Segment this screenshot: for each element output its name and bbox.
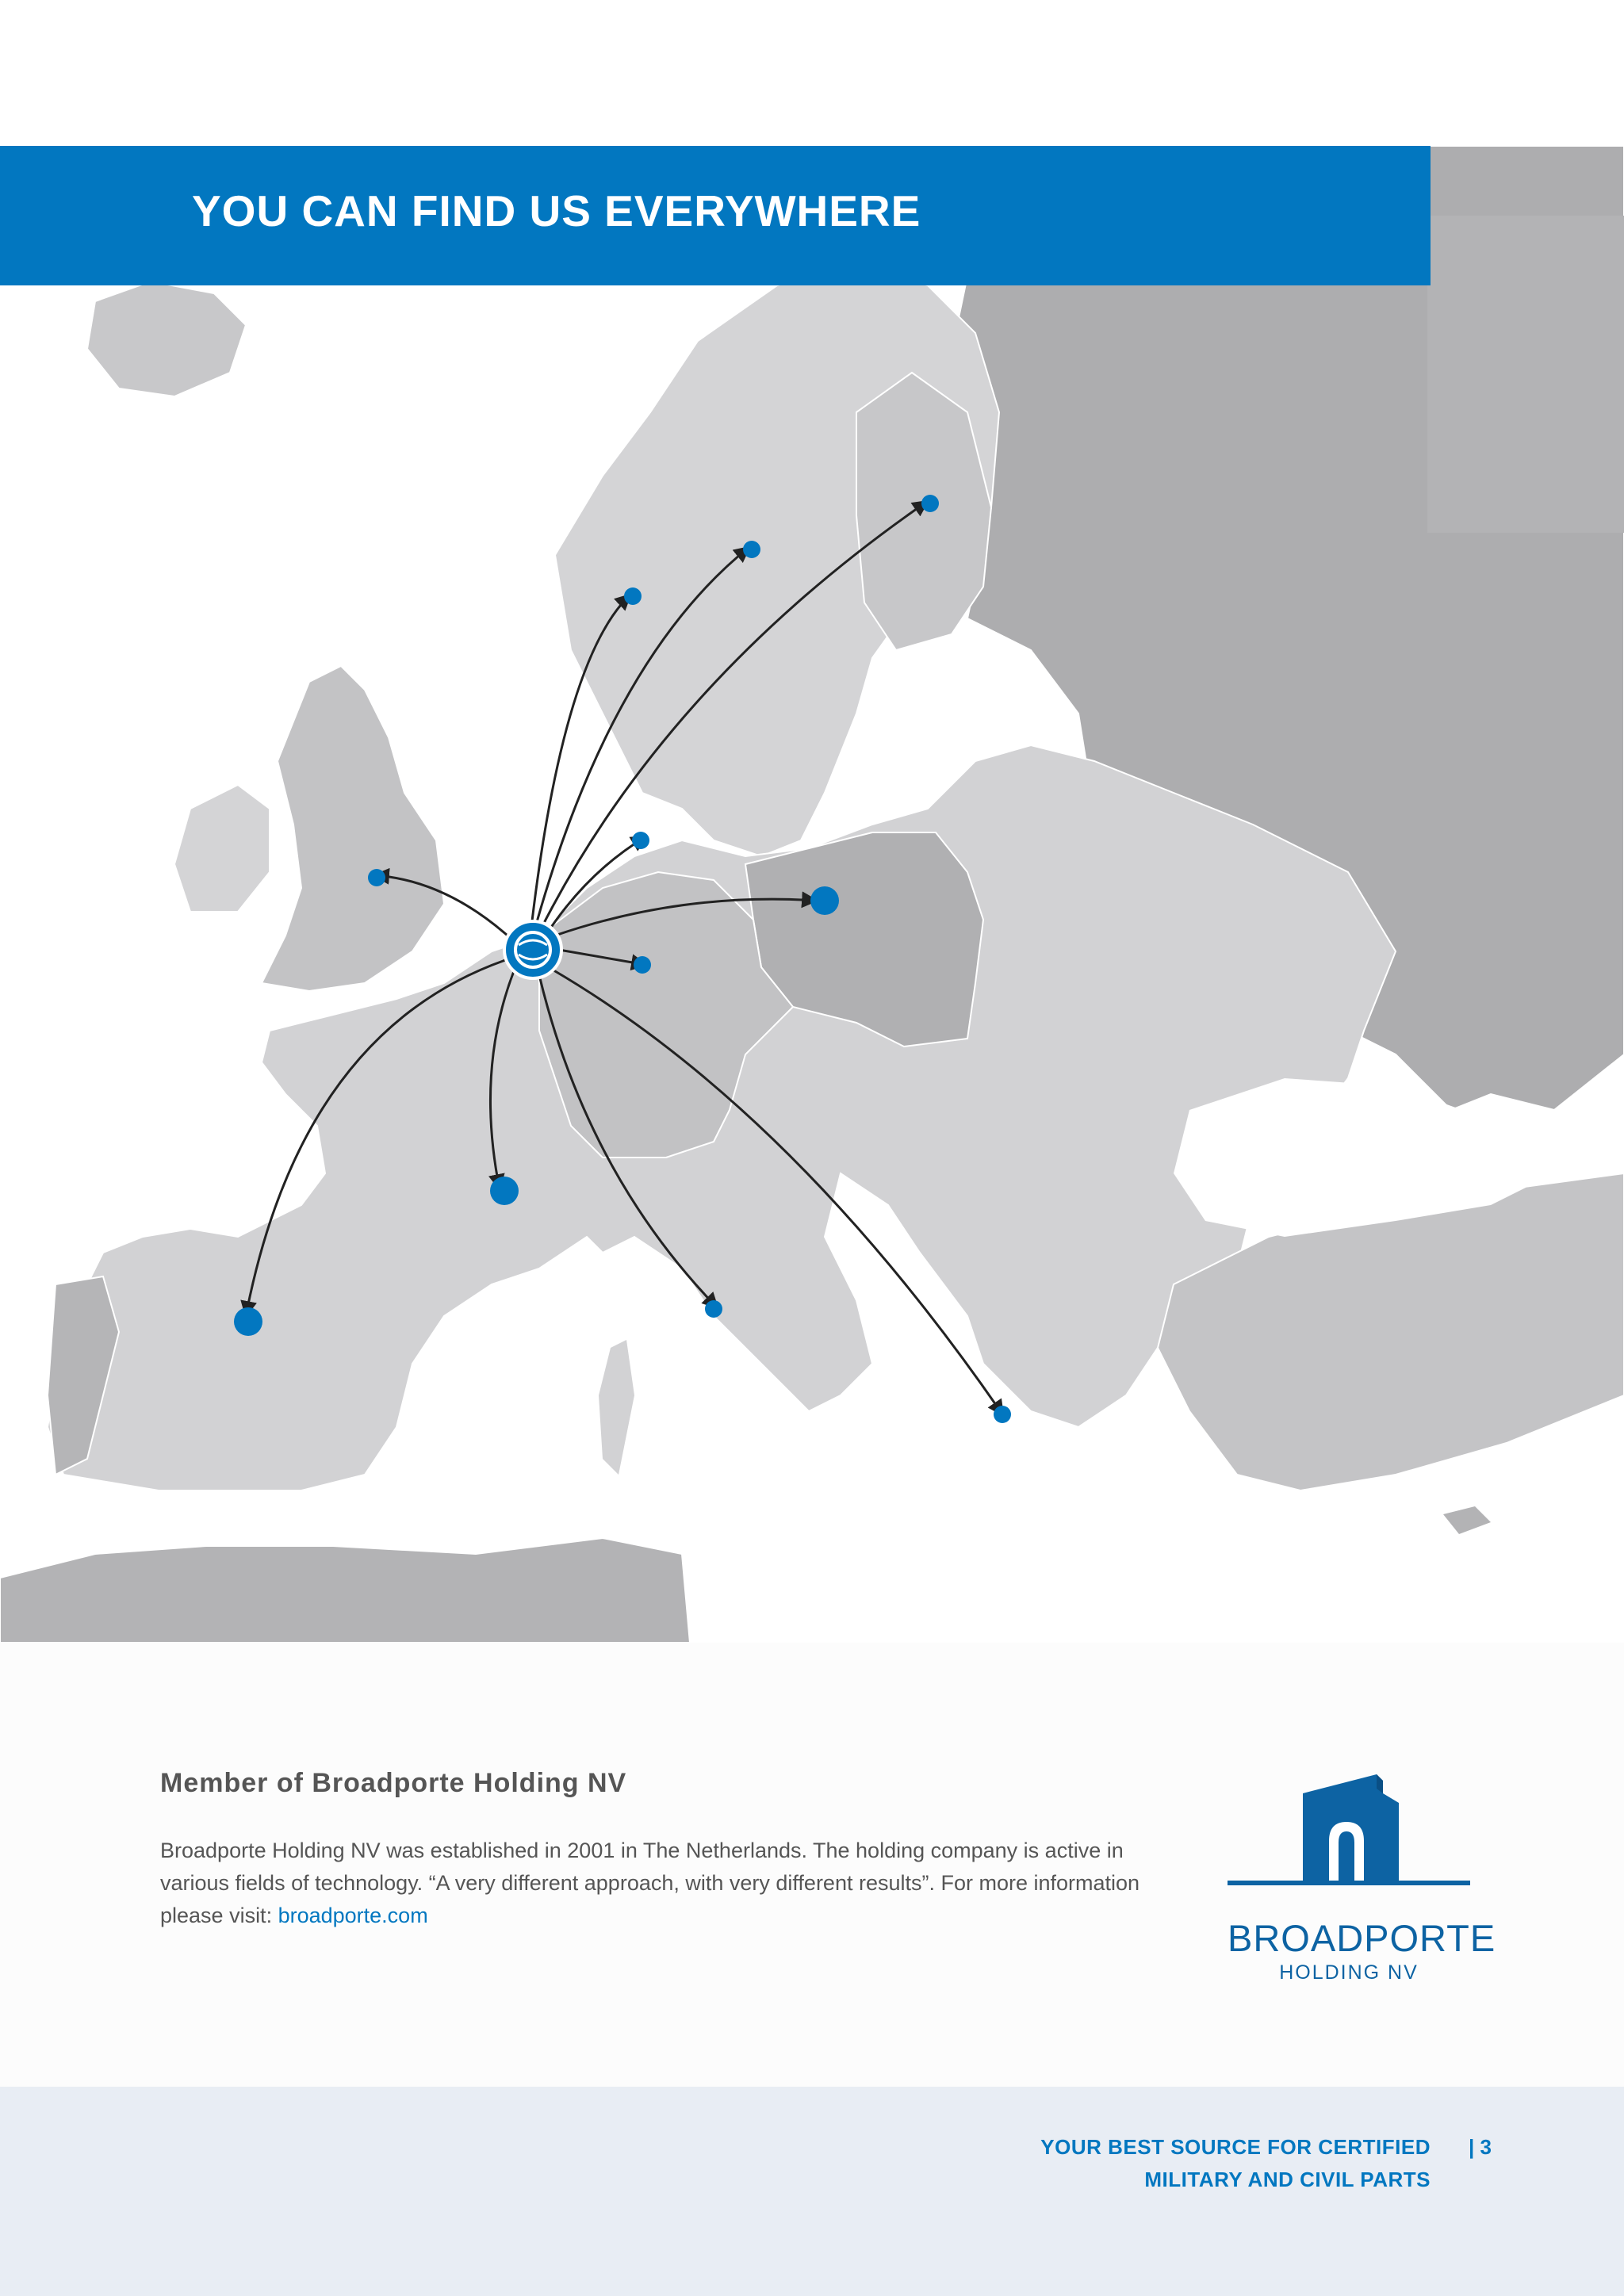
footer-tagline	[1040, 2131, 1431, 2196]
great-britain-region	[262, 666, 444, 991]
dot-sweden	[743, 541, 760, 558]
gate-building-icon	[1228, 1762, 1470, 1917]
title-banner	[0, 146, 1431, 285]
dot-poland	[810, 886, 839, 915]
info-paragraph-text: Broadporte Holding NV was established in 2001 in The Netherlands. The holding company is active in various fields of technology. “A very different approach, with very different results”. For more information please visit:	[160, 1839, 1140, 1927]
page-footer	[0, 2087, 1624, 2296]
broadporte-link[interactable]: broadporte.com	[278, 1904, 428, 1927]
dot-italy	[705, 1300, 722, 1318]
north-africa-region	[0, 1538, 690, 1643]
page-title: YOU CAN FIND US EVERYWHERE	[192, 186, 921, 235]
logo-subtitle: HOLDING NV	[1279, 1961, 1419, 1984]
holding-info-section	[0, 1643, 1624, 2087]
broadporte-globe-icon	[504, 921, 561, 978]
ireland-region	[174, 785, 270, 912]
islands-region	[599, 1340, 634, 1475]
broadporte-logo	[1228, 1762, 1496, 1984]
dot-finland	[921, 495, 939, 512]
dot-norway	[624, 587, 642, 605]
iceland-region	[87, 281, 246, 396]
footer-tagline-line2: MILITARY AND CIVIL PARTS	[1144, 2168, 1431, 2191]
dot-uk	[368, 869, 385, 886]
dot-france	[490, 1177, 519, 1205]
info-paragraph	[160, 1835, 1191, 1932]
logo-name: BROADPORTE	[1228, 1917, 1496, 1959]
cyprus-region	[1443, 1506, 1491, 1534]
map-edge-shape	[1427, 216, 1624, 533]
dot-germany	[634, 956, 651, 974]
europe-map-graphic	[0, 146, 1624, 1643]
page-number: | 3	[1469, 2135, 1492, 2159]
info-heading: Member of Broadporte Holding NV	[160, 1768, 627, 1798]
dot-greece	[994, 1406, 1011, 1423]
dot-spain	[234, 1307, 262, 1336]
footer-tagline-line1: YOUR BEST SOURCE FOR CERTIFIED	[1040, 2135, 1431, 2159]
dot-denmark	[632, 832, 649, 849]
europe-map	[0, 146, 1624, 1643]
